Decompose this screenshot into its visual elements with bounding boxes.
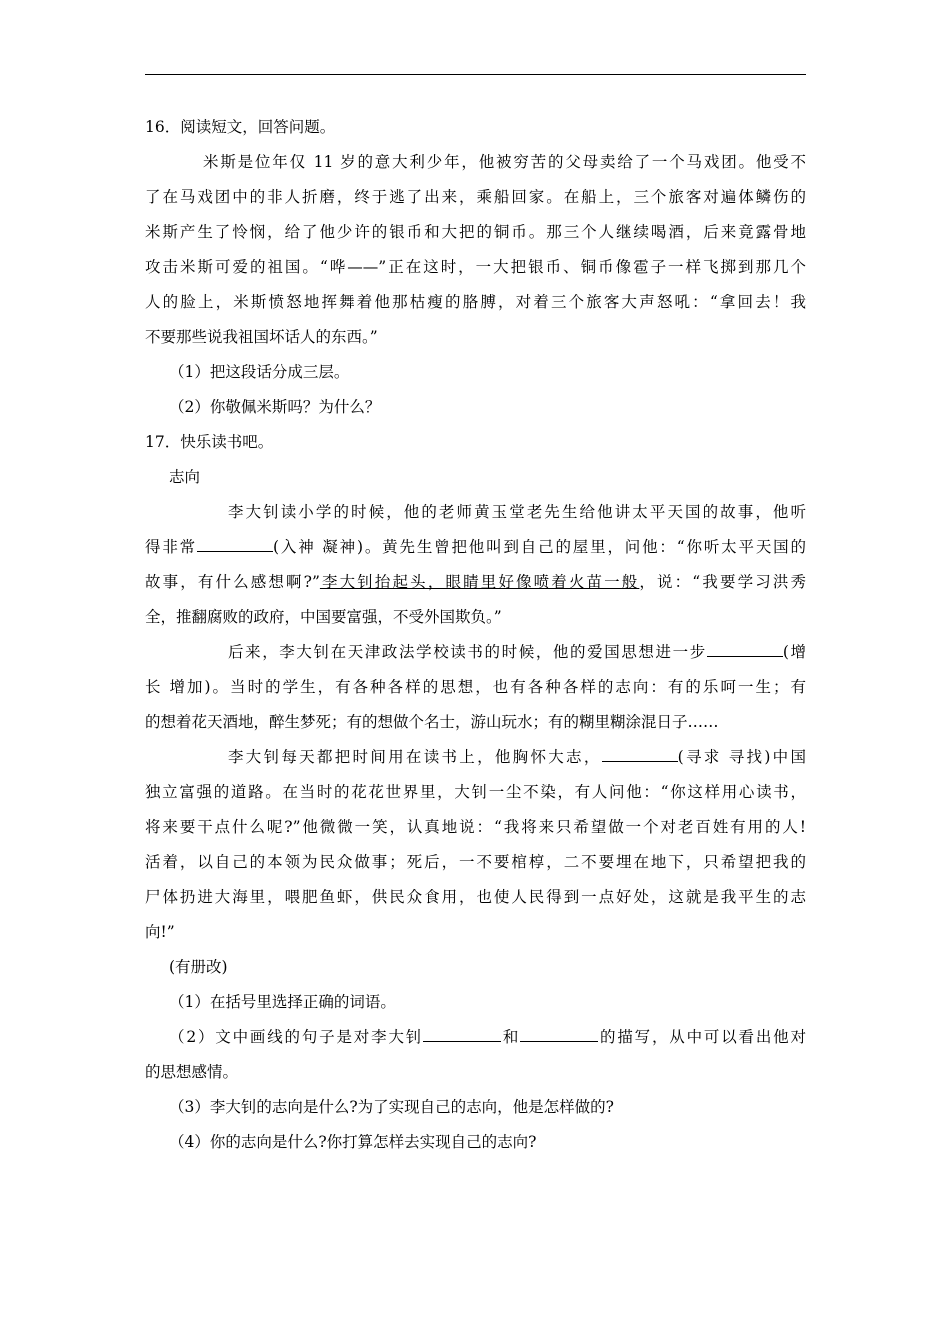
- answer-blank[interactable]: [197, 533, 273, 552]
- answer-blank[interactable]: [423, 1023, 501, 1042]
- q16-passage-line: 米斯是位年仅 11 岁的意大利少年，他被穷苦的父母卖给了一个马戏团。他受不: [203, 153, 806, 171]
- q17-question-4: （4）你的志向是什么?你打算怎样去实现自己的志向?: [169, 1133, 537, 1151]
- q16-question-1: （1）把这段话分成三层。: [169, 363, 350, 381]
- q17-p1-line: [145, 532, 806, 562]
- q17-p2-line: 长 增加)。当时的学生，有各种各样的思想，也有各种各样的志向：有的乐呵一生；有: [145, 678, 806, 696]
- q17-p3-line: 活着，以自己的本领为民众做事；死后，一不要棺椁，二不要埋在地下，只希望把我的: [145, 853, 806, 871]
- q17-p2-text: (增: [782, 643, 806, 661]
- q17-p3-line: 独立富强的道路。在当时的花花世界里，大钊一尘不染，有人问他：“你这样用心读书，: [145, 783, 806, 801]
- q17-p3-text: (寻求 寻找)中国: [677, 748, 806, 766]
- header-rule: [145, 74, 806, 75]
- q17-p3-text: 李大钊每天都把时间用在读书上，他胸怀大志，: [228, 748, 602, 766]
- q16-passage-line: 人的脸上，米斯愤怒地挥舞着他那枯瘦的胳膊，对着三个旅客大声怒吼：“拿回去！我: [145, 293, 806, 311]
- q16-passage-line: 不要那些说我祖国坏话人的东西。”: [145, 328, 378, 346]
- q17-p2-line: [145, 637, 806, 667]
- answer-blank[interactable]: [520, 1023, 598, 1042]
- q17-p1-line: [145, 567, 806, 597]
- q17-question-3: （3）李大钊的志向是什么?为了实现自己的志向，他是怎样做的?: [169, 1098, 614, 1116]
- q17-source: (有册改): [169, 958, 228, 976]
- q17-p1-line: 全，推翻腐败的政府，中国要富强，不受外国欺负。”: [145, 608, 502, 626]
- q17-q2-text: 的描写，从中可以看出他对: [598, 1028, 806, 1046]
- answer-blank[interactable]: [602, 743, 678, 762]
- q17-p2-text: 后来，李大钊在天津政法学校读书的时候，他的爱国思想进一步: [228, 643, 707, 661]
- q17-p1-line: 李大钊读小学的时候，他的老师黄玉堂老先生给他讲太平天国的故事，他听: [228, 503, 806, 521]
- q17-question-1: （1）在括号里选择正确的词语。: [169, 993, 396, 1011]
- q17-p3-line: 向!”: [145, 923, 175, 941]
- q16-title: 16．阅读短文，回答问题。: [145, 118, 336, 136]
- q17-p3-line: 尸体扔进大海里，喂肥鱼虾，供民众食用，也使人民得到一点好处，这就是我平生的志: [145, 888, 806, 906]
- q17-p1-text: 故事，有什么感想啊?”: [145, 573, 320, 591]
- q17-p1-text: ，说：“我要学习洪秀: [639, 573, 806, 591]
- q17-question-2-cont: 的思想感情。: [145, 1063, 239, 1081]
- q16-question-2: （2）你敬佩米斯吗？为什么？: [169, 398, 381, 416]
- q17-p1-text: (入神 凝神)。黄先生曾把他叫到自己的屋里，问他：“你听太平天国的: [273, 538, 806, 556]
- q17-title: 17．快乐读书吧。: [145, 433, 274, 451]
- q17-p1-text: 得非常: [145, 538, 197, 556]
- answer-blank[interactable]: [707, 638, 783, 657]
- q17-p3-line: 将来要干点什么呢?”他微微一笑，认真地说：“我将来只希望做一个对老百姓有用的人!: [145, 818, 806, 836]
- q17-question-2: [145, 1022, 806, 1052]
- q17-p2-line: 的想着花天酒地，醉生梦死；有的想做个名士，游山玩水；有的糊里糊涂混日子……: [145, 713, 719, 731]
- q17-q2-text: 和: [501, 1028, 521, 1046]
- q16-passage-line: 了在马戏团中的非人折磨，终于逃了出来，乘船回家。在船上，三个旅客对遍体鳞伤的: [145, 188, 806, 206]
- q16-passage-line: 攻击米斯可爱的祖国。“哗——”正在这时，一大把银币、铜币像雹子一样飞掷到那几个: [145, 258, 806, 276]
- q17-p3-line: [145, 742, 806, 772]
- q17-q2-text: （2）文中画线的句子是对李大钊: [169, 1028, 424, 1046]
- document-body: [145, 112, 806, 1162]
- q17-subtitle: 志向: [169, 468, 201, 486]
- q16-passage-line: 米斯产生了怜悯，给了他少许的银币和大把的铜币。那三个人继续喝酒，后来竟露骨地: [145, 223, 806, 241]
- underlined-sentence: 李大钊抬起头，眼睛里好像喷着火苗一般: [319, 573, 640, 591]
